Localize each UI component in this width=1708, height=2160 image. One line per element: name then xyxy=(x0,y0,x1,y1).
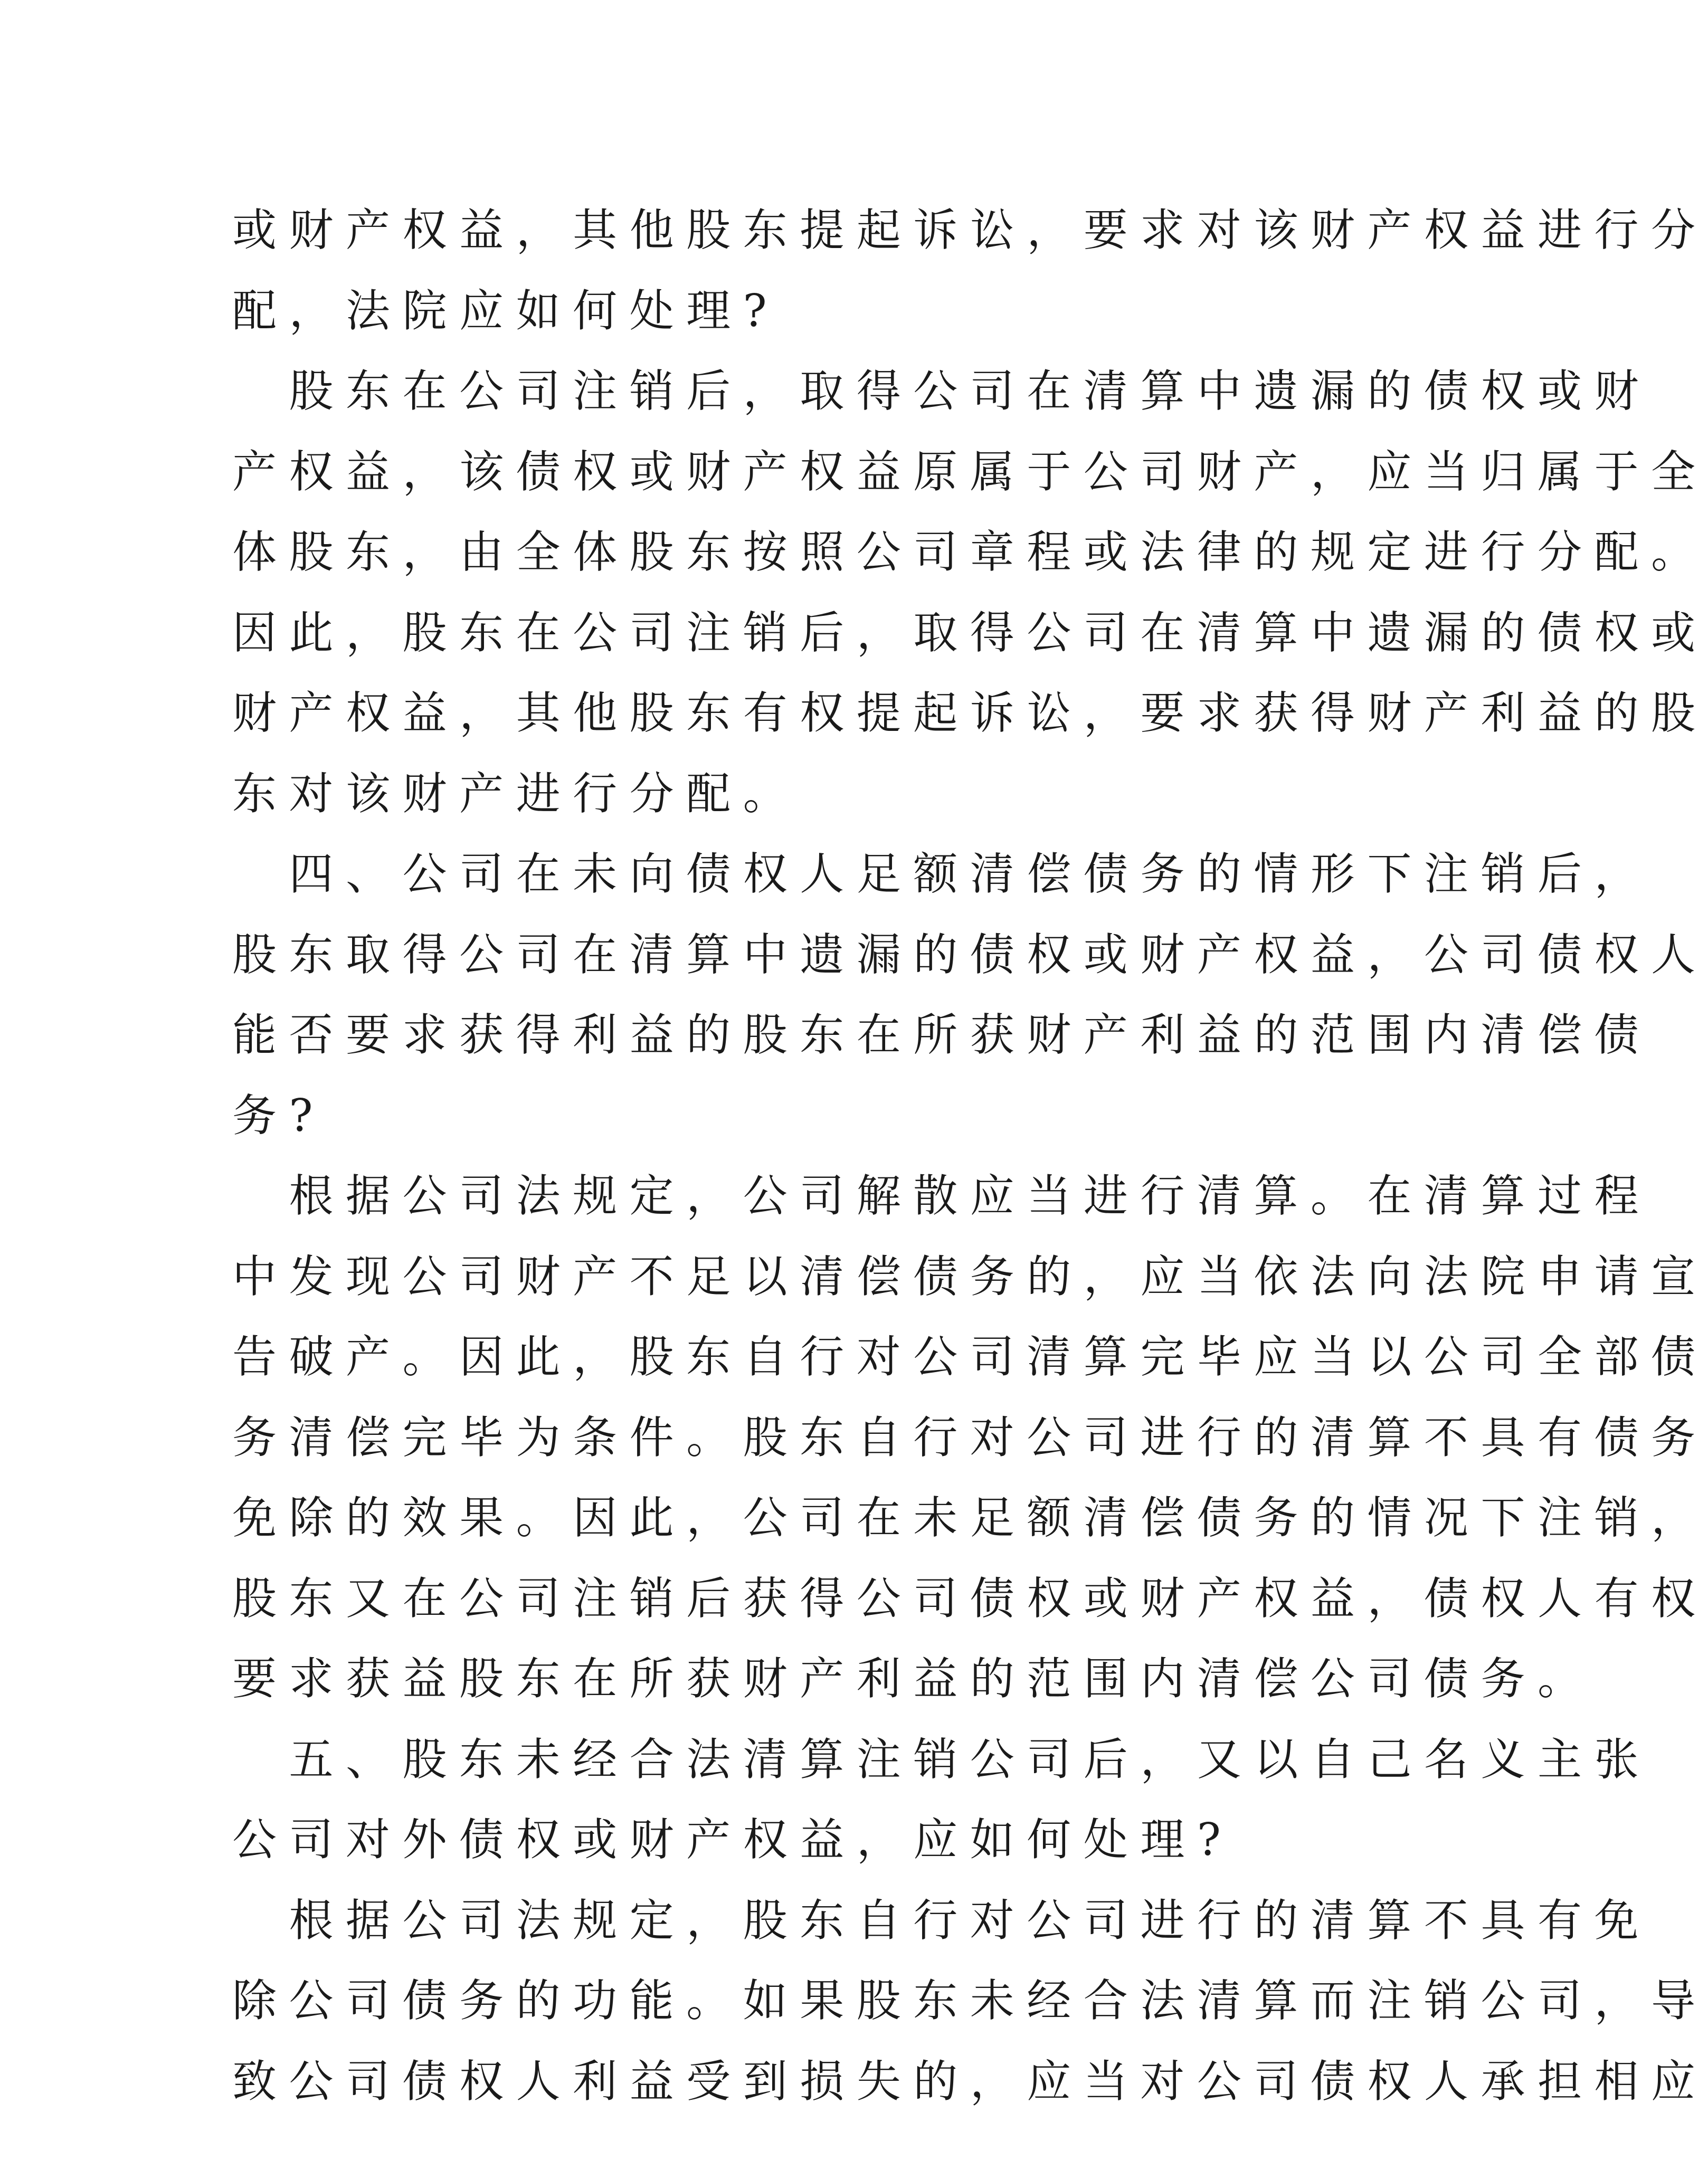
text-line: 五、股东未经合法清算注销公司后，又以自己名义主张 xyxy=(232,1733,1652,1785)
text-line: 除公司债务的功能。如果股东未经合法清算而注销公司，导 xyxy=(232,1975,1708,2026)
text-line: 根据公司法规定，公司解散应当进行清算。在清算过程 xyxy=(232,1170,1652,1222)
text-line: 务? xyxy=(232,1089,326,1141)
text-line: 公司对外债权或财产权益，应如何处理? xyxy=(232,1814,1233,1866)
text-line: 配，法院应如何处理? xyxy=(232,284,780,337)
text-line: 务清偿完毕为条件。股东自行对公司进行的清算不具有债务 xyxy=(232,1411,1708,1463)
text-line: 中发现公司财产不足以清偿债务的，应当依法向法院申请宣 xyxy=(232,1250,1708,1302)
text-line: 股东又在公司注销后获得公司债权或财产权益，债权人有权 xyxy=(232,1572,1708,1624)
text-line: 体股东，由全体股东按照公司章程或法律的规定进行分配。 xyxy=(232,526,1708,578)
text-line: 四、公司在未向债权人足额清偿债务的情形下注销后， xyxy=(232,848,1652,900)
text-line: 致公司债权人利益受到损失的，应当对公司债权人承担相应 xyxy=(232,2055,1708,2107)
text-line: 产权益，该债权或财产权益原属于公司财产，应当归属于全 xyxy=(232,445,1708,498)
text-line: 因此，股东在公司注销后，取得公司在清算中遗漏的债权或 xyxy=(232,606,1708,659)
text-line: 能否要求获得利益的股东在所获财产利益的范围内清偿债 xyxy=(232,1009,1652,1061)
text-line: 根据公司法规定，股东自行对公司进行的清算不具有免 xyxy=(232,1894,1652,1946)
text-line: 要求获益股东在所获财产利益的范围内清偿公司债务。 xyxy=(232,1653,1595,1705)
text-line: 免除的效果。因此，公司在未足额清偿债务的情况下注销， xyxy=(232,1492,1708,1544)
text-line: 财产权益，其他股东有权提起诉讼，要求获得财产利益的股 xyxy=(232,687,1708,739)
text-line: 股东取得公司在清算中遗漏的债权或财产权益，公司债权人 xyxy=(232,928,1708,981)
text-line: 告破产。因此，股东自行对公司清算完毕应当以公司全部债 xyxy=(232,1331,1708,1383)
body-text xyxy=(232,190,1708,2121)
text-line: 股东在公司注销后，取得公司在清算中遗漏的债权或财 xyxy=(232,365,1652,417)
text-line: 东对该财产进行分配。 xyxy=(232,767,800,820)
text-line: 或财产权益，其他股东提起诉讼，要求对该财产权益进行分 xyxy=(232,204,1708,256)
